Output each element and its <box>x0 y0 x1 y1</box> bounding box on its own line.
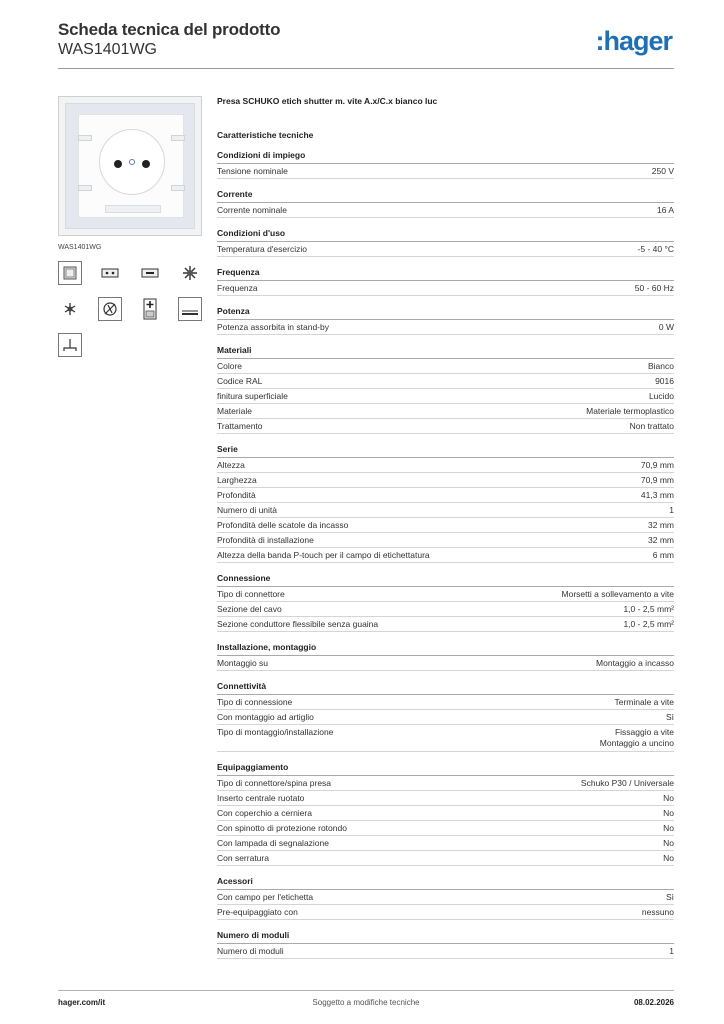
spec-row <box>217 458 674 473</box>
spec-section <box>217 150 674 179</box>
spec-value: No <box>663 823 674 833</box>
spec-value: No <box>663 808 674 818</box>
spec-label: Con lampada di segnalazione <box>217 838 329 848</box>
spec-section <box>217 189 674 218</box>
spec-label: Trattamento <box>217 421 263 431</box>
spec-row <box>217 836 674 851</box>
spec-value-line: Fissaggio a vite <box>614 727 674 737</box>
spec-row <box>217 518 674 533</box>
no-tool-icon <box>98 297 122 321</box>
spec-value: -5 - 40 °C <box>637 244 674 254</box>
footer-site: hager.com/it <box>58 998 106 1007</box>
spec-value: nessuno <box>641 907 674 917</box>
spec-label: Tipo di connettore <box>217 589 285 599</box>
spec-label: Tipo di connessione <box>217 697 293 707</box>
header-divider <box>58 68 674 69</box>
spec-label: Numero di moduli <box>217 946 284 956</box>
spec-value: Lucido <box>648 391 674 401</box>
spec-value: 70,9 mm <box>640 460 674 470</box>
spec-row <box>217 851 674 866</box>
hager-logo: :hager <box>595 26 672 56</box>
spec-row <box>217 602 674 617</box>
spec-row <box>217 404 674 419</box>
spec-label: Con montaggio ad artiglio <box>217 712 314 722</box>
spec-label: Pre-equipaggiato con <box>217 907 298 917</box>
spec-row <box>217 944 674 959</box>
spec-section <box>217 642 674 671</box>
spec-sheet <box>217 96 674 959</box>
spec-label: Sezione conduttore flessibile senza guaina <box>217 619 379 629</box>
spec-row <box>217 389 674 404</box>
tech-heading: Caratteristiche tecniche <box>217 130 314 140</box>
spec-row <box>217 656 674 671</box>
section-title: Corrente <box>217 189 674 203</box>
spec-row <box>217 281 674 296</box>
spec-label: Con coperchio a cerniera <box>217 808 312 818</box>
section-title: Condizioni di impiego <box>217 150 674 164</box>
spec-label: Profondità di installazione <box>217 535 314 545</box>
spec-section <box>217 306 674 335</box>
spec-label: finitura superficiale <box>217 391 288 401</box>
shutter-icon <box>138 261 162 285</box>
spec-label: Tipo di connettore/spina presa <box>217 778 332 788</box>
section-title: Serie <box>217 444 674 458</box>
spec-value: 250 V <box>651 166 674 176</box>
spec-row <box>217 905 674 920</box>
spec-label: Sezione del cavo <box>217 604 282 614</box>
spec-row <box>217 419 674 434</box>
spec-row <box>217 242 674 257</box>
section-title: Potenza <box>217 306 674 320</box>
left-column <box>58 96 204 357</box>
spec-value: 32 mm <box>648 535 674 545</box>
spec-label: Montaggio su <box>217 658 269 668</box>
spec-value: Montaggio a incasso <box>596 658 674 668</box>
spec-label: Con campo per l'etichetta <box>217 892 314 902</box>
product-code: WAS1401WG <box>58 41 157 58</box>
spec-value: Terminale a vite <box>614 697 674 707</box>
surface-mount-icon <box>58 333 82 357</box>
spec-value: 6 mm <box>652 550 674 560</box>
spec-value: Bianco <box>648 361 674 371</box>
spec-value: Sì <box>665 892 674 902</box>
section-title: Acessori <box>217 876 674 890</box>
spec-label: Altezza della banda P-touch per il campo di etichettatura <box>217 550 430 560</box>
footer-note: Soggetto a modifiche tecniche <box>312 998 420 1007</box>
spec-label: Colore <box>217 361 243 371</box>
product-name: Presa SCHUKO etich shutter m. vite A.x/C.x bianco luc <box>217 96 438 106</box>
spec-value: No <box>663 853 674 863</box>
spec-value: Materiale termoplastico <box>586 406 674 416</box>
spec-sections <box>217 150 674 959</box>
spec-row <box>217 890 674 905</box>
spec-value: 1 <box>669 505 674 515</box>
spec-section <box>217 876 674 920</box>
spec-label: Inserto centrale ruotato <box>217 793 305 803</box>
spec-section <box>217 930 674 959</box>
spec-value: 32 mm <box>648 520 674 530</box>
product-image <box>58 96 202 236</box>
spec-label: Tensione nominale <box>217 166 288 176</box>
spec-row <box>217 548 674 563</box>
spec-row <box>217 617 674 632</box>
spec-row <box>217 695 674 710</box>
spec-value: 1,0 - 2,5 mm² <box>623 604 674 614</box>
spec-label: Con spinotto di protezione rotondo <box>217 823 347 833</box>
spec-row <box>217 725 674 752</box>
spec-row <box>217 821 674 836</box>
page-header <box>58 20 674 68</box>
feature-icons <box>58 261 204 357</box>
spec-value: 0 W <box>658 322 674 332</box>
spec-section <box>217 345 674 434</box>
spec-value: 70,9 mm <box>640 475 674 485</box>
spec-label: Corrente nominale <box>217 205 287 215</box>
spec-label: Profondità delle scatole da incasso <box>217 520 349 530</box>
section-title: Numero di moduli <box>217 930 674 944</box>
spec-value: 9016 <box>655 376 674 386</box>
page-footer <box>58 998 674 1010</box>
ip-rating-icon <box>58 261 82 285</box>
spec-row <box>217 710 674 725</box>
spec-label: Codice RAL <box>217 376 263 386</box>
spec-section <box>217 762 674 866</box>
footer-date: 08.02.2026 <box>633 998 674 1007</box>
spec-value: 50 - 60 Hz <box>634 283 674 293</box>
spec-value: Non trattato <box>629 421 674 431</box>
spec-section <box>217 228 674 257</box>
spec-label: Potenza assorbita in stand-by <box>217 322 329 332</box>
page-title: Scheda tecnica del prodotto <box>58 20 281 39</box>
spec-value-line: Montaggio a uncino <box>599 738 674 748</box>
schuko-icon <box>98 261 122 285</box>
spec-label: Tipo di montaggio/installazione <box>217 727 334 737</box>
spec-label: Frequenza <box>217 283 258 293</box>
spec-value: Sì <box>665 712 674 722</box>
spec-row <box>217 374 674 389</box>
spec-label: Materiale <box>217 406 252 416</box>
spec-row <box>217 320 674 335</box>
section-title: Condizioni d'uso <box>217 228 674 242</box>
spec-row <box>217 533 674 548</box>
spec-row <box>217 203 674 218</box>
spec-value: No <box>663 838 674 848</box>
section-title: Materiali <box>217 345 674 359</box>
spec-value: Morsetti a sollevamento a vite <box>561 589 674 599</box>
spec-value <box>600 727 674 749</box>
spec-value: No <box>663 793 674 803</box>
spec-row <box>217 791 674 806</box>
section-title: Frequenza <box>217 267 674 281</box>
spec-row <box>217 776 674 791</box>
spec-value: 16 A <box>656 205 674 215</box>
section-title: Connettività <box>217 681 674 695</box>
spec-section <box>217 267 674 296</box>
section-title: Equipaggiamento <box>217 762 674 776</box>
spec-section <box>217 444 674 563</box>
footer-divider <box>58 990 674 991</box>
spec-row <box>217 488 674 503</box>
section-title: Connessione <box>217 573 674 587</box>
spec-value: 1,0 - 2,5 mm² <box>623 619 674 629</box>
spec-row <box>217 806 674 821</box>
spec-section <box>217 573 674 632</box>
spec-section <box>217 681 674 752</box>
spec-row <box>217 359 674 374</box>
dust-icon <box>58 297 82 321</box>
spec-label: Larghezza <box>217 475 257 485</box>
spec-value: 1 <box>669 946 674 956</box>
label-field-icon <box>178 297 202 321</box>
child-protection-icon <box>178 261 202 285</box>
image-caption: WAS1401WG <box>58 244 102 251</box>
spec-row <box>217 164 674 179</box>
section-title: Installazione, montaggio <box>217 642 674 656</box>
spec-label: Con serratura <box>217 853 269 863</box>
spec-label: Numero di unità <box>217 505 278 515</box>
spec-row <box>217 587 674 602</box>
spec-value: 41,3 mm <box>640 490 674 500</box>
spec-label: Profondità <box>217 490 256 500</box>
spec-row <box>217 503 674 518</box>
spec-row <box>217 473 674 488</box>
spec-value: Schuko P30 / Universale <box>580 778 674 788</box>
earth-terminal-icon <box>138 297 162 321</box>
spec-label: Temperatura d'esercizio <box>217 244 307 254</box>
spec-label: Altezza <box>217 460 245 470</box>
